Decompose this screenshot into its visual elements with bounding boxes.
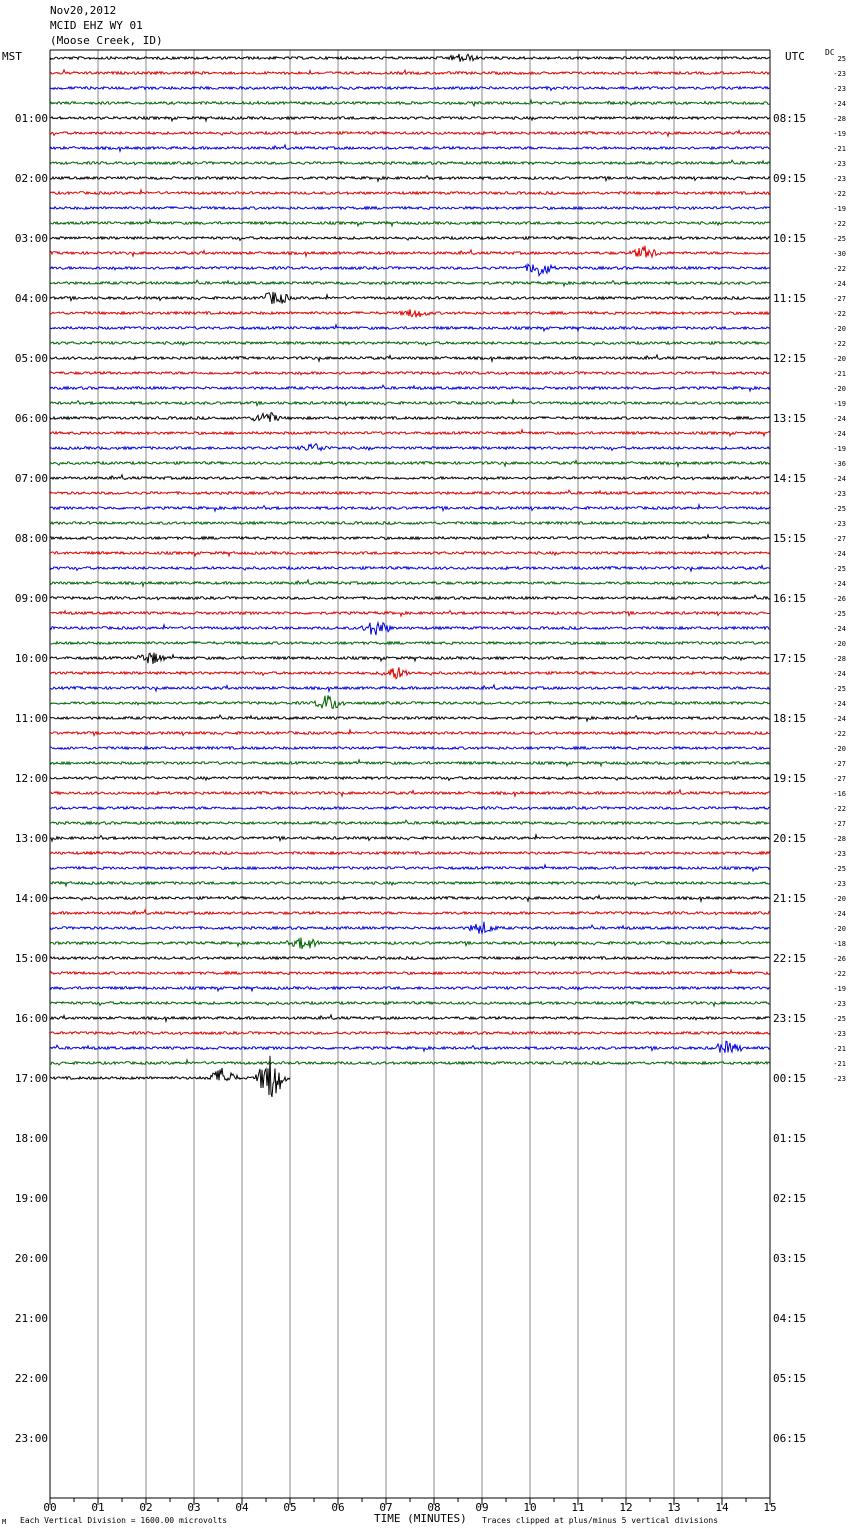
- dc-offset-label: -24: [833, 475, 846, 483]
- seismic-trace: [50, 566, 770, 572]
- seismic-trace: [50, 131, 770, 137]
- scale-note: Each Vertical Division = 1600.00 microvolts: [20, 1516, 228, 1525]
- dc-offset-label: -19: [833, 400, 846, 408]
- dc-offset-label: -20: [833, 895, 846, 903]
- dc-offset-label: -20: [833, 925, 846, 933]
- seismic-trace: [50, 325, 770, 331]
- dc-offset-label: -19: [833, 985, 846, 993]
- seismic-trace: [50, 957, 770, 960]
- seismic-trace: [50, 685, 770, 691]
- dc-label: DC: [825, 48, 835, 57]
- dc-offset-label: -19: [833, 130, 846, 138]
- seismic-trace: [50, 715, 770, 721]
- dc-offset-label: -25: [833, 610, 846, 618]
- right-timezone-label: UTC: [785, 50, 805, 63]
- seismic-trace: [50, 777, 770, 781]
- seismic-trace: [50, 70, 770, 75]
- seismic-trace: [50, 207, 770, 210]
- seismic-trace: [50, 653, 770, 664]
- seismic-trace: [50, 1060, 770, 1065]
- seismic-trace: [50, 1015, 770, 1021]
- dc-offset-label: -23: [833, 520, 846, 528]
- dc-offset-label: -20: [833, 325, 846, 333]
- seismic-trace: [50, 820, 770, 824]
- left-hour-label: 17:00: [14, 1072, 48, 1085]
- seismic-trace: [50, 747, 770, 750]
- seismic-trace: [50, 1032, 770, 1035]
- seismic-trace: [50, 807, 770, 810]
- seismic-trace: [50, 444, 770, 451]
- seismic-trace: [50, 642, 770, 645]
- right-hour-label: 20:15: [773, 832, 807, 845]
- dc-offset-label: -24: [833, 910, 846, 918]
- right-hour-label: 09:15: [773, 172, 807, 185]
- x-tick-label: 06: [331, 1501, 345, 1514]
- right-hour-label: 22:15: [773, 952, 807, 965]
- dc-offset-label: -30: [833, 250, 846, 258]
- right-hour-label: 15:15: [773, 532, 807, 545]
- left-hour-label: 11:00: [14, 712, 48, 725]
- seismic-trace: [50, 100, 770, 106]
- x-tick-label: 08: [427, 1501, 441, 1514]
- seismic-trace: [50, 280, 770, 286]
- left-hour-label: 01:00: [14, 112, 48, 125]
- seismic-trace: [50, 430, 770, 436]
- seismic-trace: [50, 987, 770, 991]
- dc-offset-label: -24: [833, 625, 846, 633]
- dc-offset-label: -36: [833, 460, 846, 468]
- dc-offset-label: -27: [833, 820, 846, 828]
- seismic-trace: [50, 160, 770, 165]
- dc-offset-label: -28: [833, 115, 846, 123]
- dc-offset-label: -16: [833, 790, 846, 798]
- seismic-trace: [50, 54, 770, 62]
- seismic-trace: [50, 246, 770, 258]
- dc-offset-label: -22: [833, 265, 846, 273]
- seismic-trace: [50, 623, 770, 635]
- seismic-trace: [50, 220, 770, 226]
- x-tick-label: 00: [43, 1501, 57, 1514]
- seismic-trace: [50, 264, 770, 275]
- seismic-trace: [50, 400, 770, 406]
- x-tick-label: 01: [91, 1501, 105, 1514]
- dc-offset-label: -28: [833, 655, 846, 663]
- seismic-trace: [50, 145, 770, 151]
- dc-offset-label: -20: [833, 385, 846, 393]
- seismic-trace: [50, 190, 770, 195]
- seismic-trace: [50, 385, 770, 391]
- seismic-trace: [50, 522, 770, 525]
- right-hour-label: 01:15: [773, 1132, 807, 1145]
- left-hour-label: 09:00: [14, 592, 48, 605]
- seismic-trace: [50, 117, 770, 121]
- seismic-trace: [50, 342, 770, 346]
- left-hour-label: 14:00: [14, 892, 48, 905]
- left-hour-label: 12:00: [14, 772, 48, 785]
- dc-offset-label: -22: [833, 220, 846, 228]
- seismic-trace: [50, 552, 770, 556]
- dc-offset-label: -24: [833, 280, 846, 288]
- x-tick-label: 05: [283, 1501, 297, 1514]
- seismic-trace: [50, 372, 770, 375]
- right-hour-label: 04:15: [773, 1312, 807, 1325]
- dc-offset-label: -20: [833, 355, 846, 363]
- left-hour-label: 13:00: [14, 832, 48, 845]
- x-tick-label: 13: [667, 1501, 681, 1514]
- dc-offset-label: -22: [833, 970, 846, 978]
- seismic-trace: [50, 760, 770, 766]
- dc-offset-label: -21: [833, 370, 846, 378]
- right-hour-label: 18:15: [773, 712, 807, 725]
- seismic-trace: [50, 1002, 770, 1007]
- seismic-trace: [50, 475, 770, 480]
- seismic-trace: [50, 922, 770, 934]
- right-hour-label: 21:15: [773, 892, 807, 905]
- left-hour-label: 16:00: [14, 1012, 48, 1025]
- dc-offset-label: -23: [833, 1000, 846, 1008]
- seismic-trace: [50, 1041, 770, 1053]
- dc-offset-label: -25: [833, 235, 846, 243]
- seismic-trace: [50, 292, 770, 304]
- seismic-trace: [50, 852, 770, 855]
- seismic-trace: [50, 595, 770, 600]
- seismic-trace: [50, 730, 770, 736]
- dc-offset-label: -27: [833, 760, 846, 768]
- seismic-trace: [50, 355, 770, 361]
- dc-offset-label: -27: [833, 535, 846, 543]
- left-hour-label: 19:00: [14, 1192, 48, 1205]
- x-tick-label: 10: [523, 1501, 537, 1514]
- seismic-trace: [50, 461, 770, 467]
- seismic-trace: [50, 938, 770, 949]
- dc-offset-label: -23: [833, 85, 846, 93]
- left-hour-label: 07:00: [14, 472, 48, 485]
- dc-offset-label: -25: [833, 685, 846, 693]
- corner-mark: M: [2, 1518, 7, 1526]
- dc-offset-label: -27: [833, 295, 846, 303]
- left-hour-label: 08:00: [14, 532, 48, 545]
- dc-offset-label: -18: [833, 940, 846, 948]
- seismic-trace: [50, 790, 770, 796]
- dc-offset-label: -19: [833, 205, 846, 213]
- dc-offset-label: -20: [833, 745, 846, 753]
- dc-offset-label: -23: [833, 160, 846, 168]
- dc-offset-label: -26: [833, 595, 846, 603]
- seismic-trace: [50, 505, 770, 511]
- right-hour-label: 02:15: [773, 1192, 807, 1205]
- dc-offset-label: -21: [833, 1045, 846, 1053]
- dc-offset-label: -23: [833, 850, 846, 858]
- dc-offset-label: -24: [833, 580, 846, 588]
- dc-offset-label: -24: [833, 100, 846, 108]
- left-hour-label: 15:00: [14, 952, 48, 965]
- left-hour-label: 04:00: [14, 292, 48, 305]
- dc-offset-label: -22: [833, 805, 846, 813]
- dc-offset-label: -23: [833, 1075, 846, 1083]
- station-name: MCID EHZ WY 01: [50, 19, 143, 32]
- dc-offset-label: 25: [837, 55, 846, 63]
- right-hour-label: 14:15: [773, 472, 807, 485]
- seismic-trace: [50, 580, 770, 586]
- seismic-trace: [50, 865, 770, 871]
- left-hour-label: 10:00: [14, 652, 48, 665]
- dc-offset-label: -24: [833, 715, 846, 723]
- seismic-trace: [50, 87, 770, 91]
- dc-offset-label: -19: [833, 445, 846, 453]
- right-hour-label: 19:15: [773, 772, 807, 785]
- dc-offset-label: -20: [833, 640, 846, 648]
- seismic-trace: [50, 667, 770, 678]
- dc-offset-label: -24: [833, 550, 846, 558]
- left-hour-label: 03:00: [14, 232, 48, 245]
- left-hour-label: 05:00: [14, 352, 48, 365]
- right-hour-label: 08:15: [773, 112, 807, 125]
- chart-date: Nov20,2012: [50, 4, 117, 17]
- x-tick-label: 04: [235, 1501, 249, 1514]
- seismic-trace: [50, 896, 770, 902]
- x-tick-label: 09: [475, 1501, 489, 1514]
- right-hour-label: 16:15: [773, 592, 807, 605]
- dc-offset-label: -28: [833, 835, 846, 843]
- dc-offset-label: -25: [833, 505, 846, 513]
- x-axis-label: TIME (MINUTES): [374, 1512, 467, 1525]
- right-hour-label: 13:15: [773, 412, 807, 425]
- x-tick-label: 11: [571, 1501, 585, 1514]
- dc-offset-label: -23: [833, 880, 846, 888]
- dc-offset-label: -27: [833, 775, 846, 783]
- dc-offset-label: -22: [833, 340, 846, 348]
- right-hour-label: 03:15: [773, 1252, 807, 1265]
- right-hour-label: 23:15: [773, 1012, 807, 1025]
- right-hour-label: 11:15: [773, 292, 807, 305]
- left-timezone-label: MST: [2, 50, 22, 63]
- x-tick-label: 15: [763, 1501, 777, 1514]
- seismic-trace: [50, 835, 770, 841]
- dc-offset-label: -24: [833, 430, 846, 438]
- dc-offset-label: -25: [833, 565, 846, 573]
- left-hour-label: 20:00: [14, 1252, 48, 1265]
- right-hour-label: 06:15: [773, 1432, 807, 1445]
- seismic-trace: [50, 490, 770, 494]
- right-hour-label: 10:15: [773, 232, 807, 245]
- dc-offset-label: -23: [833, 70, 846, 78]
- left-hour-label: 18:00: [14, 1132, 48, 1145]
- dc-offset-label: -22: [833, 310, 846, 318]
- seismic-trace: [50, 176, 770, 182]
- seismic-trace: [50, 970, 770, 975]
- dc-offset-label: -26: [833, 955, 846, 963]
- dc-offset-label: -24: [833, 415, 846, 423]
- dc-offset-label: -25: [833, 865, 846, 873]
- left-hour-label: 22:00: [14, 1372, 48, 1385]
- dc-offset-label: -21: [833, 145, 846, 153]
- seismic-trace: [50, 535, 770, 540]
- station-location: (Moose Creek, ID): [50, 34, 163, 47]
- right-hour-label: 17:15: [773, 652, 807, 665]
- x-tick-label: 12: [619, 1501, 633, 1514]
- dc-offset-label: -21: [833, 1060, 846, 1068]
- left-hour-label: 02:00: [14, 172, 48, 185]
- right-hour-label: 05:15: [773, 1372, 807, 1385]
- dc-offset-label: -22: [833, 730, 846, 738]
- seismic-trace: [50, 695, 770, 708]
- x-tick-label: 03: [187, 1501, 201, 1514]
- clip-note: Traces clipped at plus/minus 5 vertical divisions: [482, 1516, 719, 1525]
- left-hour-label: 21:00: [14, 1312, 48, 1325]
- x-tick-label: 14: [715, 1501, 729, 1514]
- dc-offset-label: -24: [833, 670, 846, 678]
- seismic-trace: [50, 910, 770, 915]
- dc-offset-label: -23: [833, 175, 846, 183]
- dc-offset-label: -22: [833, 190, 846, 198]
- seismic-trace: [50, 1056, 290, 1097]
- left-hour-label: 23:00: [14, 1432, 48, 1445]
- right-hour-label: 00:15: [773, 1072, 807, 1085]
- seismic-trace: [50, 237, 770, 241]
- seismic-trace: [50, 882, 770, 886]
- seismic-trace: [50, 309, 770, 317]
- dc-offset-label: -24: [833, 700, 846, 708]
- x-tick-label: 02: [139, 1501, 153, 1514]
- dc-offset-label: -23: [833, 490, 846, 498]
- left-hour-label: 06:00: [14, 412, 48, 425]
- right-hour-label: 12:15: [773, 352, 807, 365]
- x-tick-label: 07: [379, 1501, 393, 1514]
- seismic-trace: [50, 413, 770, 422]
- dc-offset-label: -23: [833, 1030, 846, 1038]
- dc-offset-label: -25: [833, 1015, 846, 1023]
- seismic-trace: [50, 611, 770, 617]
